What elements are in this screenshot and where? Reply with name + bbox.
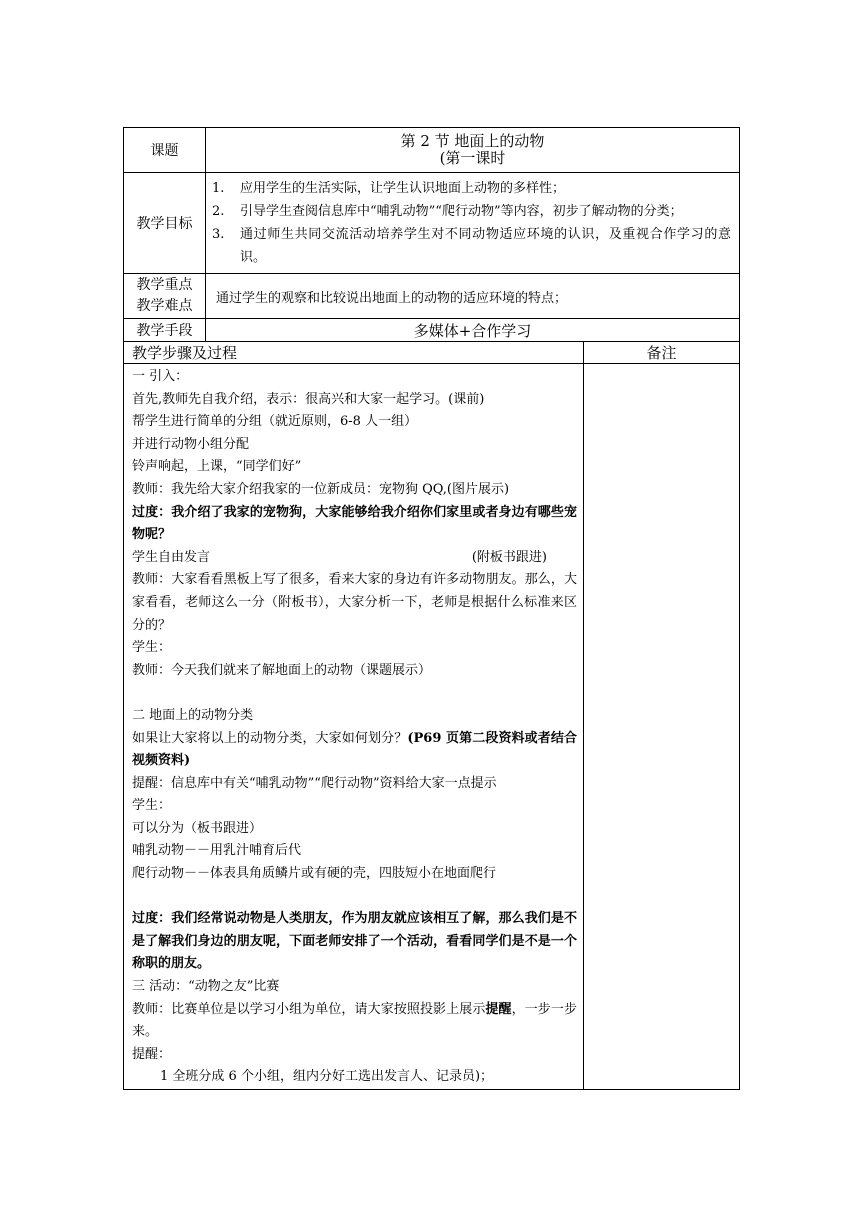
- title-label: 课题: [124, 128, 206, 173]
- transition-text: 过度：我们经常说动物是人类朋友，作为朋友就应该相互了解，那么我们是不是了解我们身边的朋友呢，下面老师安排了一个活动，看看同学们是不是一个称职的朋友。: [132, 911, 577, 972]
- text-fragment: 学生自由发言: [132, 549, 211, 565]
- transition-text: 过度：我介绍了我家的宠物狗，大家能够给我介绍你们家里或者身边有哪些宠物呢？: [132, 504, 577, 543]
- text-line: [132, 547, 577, 570]
- lesson-title: [206, 128, 740, 173]
- bold-fragment: 提醒: [485, 1001, 512, 1017]
- text-line: 爬行动物－－体表具角质鳞片或有硬的壳，四肢短小在地面爬行: [132, 866, 497, 882]
- text-line: 教师：我先给大家介绍我家的一位新成员：宠物狗 QQ,(图片展示): [132, 481, 510, 497]
- means-row: [124, 319, 740, 342]
- text-fragment: ，一步一步来。: [132, 1001, 577, 1040]
- text-line: 帮学生进行简单的分组（就近原则，6-8 人一组）: [132, 414, 418, 430]
- text-line: 学生：: [132, 798, 172, 814]
- key-points-label: [124, 274, 206, 319]
- text-fragment: 如果让大家将以上的动物分类，大家如何划分？: [132, 730, 408, 746]
- bold-fragment: (P69 页第二段资料或者结合视频资料): [132, 730, 577, 769]
- means-label: 教学手段: [124, 319, 206, 342]
- text-line: 首先,教师先自我介绍，表示：很高兴和大家一起学习。(课前): [132, 391, 485, 407]
- text-line: 提醒：: [132, 1046, 172, 1062]
- goal-item: [212, 200, 731, 223]
- goals-list: [206, 173, 740, 274]
- key-points-row: [124, 274, 740, 319]
- text-line: 铃声响起，上课，“同学们好”: [132, 459, 302, 475]
- text-line: 并进行动物小组分配: [132, 436, 250, 452]
- means-text: 多媒体+合作学习: [206, 319, 740, 342]
- goal-number: 3.: [212, 227, 225, 242]
- lesson-plan-table: [123, 127, 740, 1090]
- text-paragraph: 教师：大家看看黑板上写了很多，看来大家的身边有许多动物朋友。那么，大家看看，老师这么一分（附板书），大家分析一下，老师是根据什么标准来区分的？: [132, 572, 577, 633]
- text-fragment: (附板书跟进): [471, 549, 547, 565]
- section-heading: 三 活动：“动物之友”比赛: [132, 979, 280, 995]
- goal-item: [212, 223, 731, 269]
- text-line: 提醒：信息库中有关“哺乳动物”“爬行动物”资料给大家一点提示: [132, 775, 497, 791]
- notes-content: [584, 364, 740, 1090]
- goal-number: 2.: [212, 204, 225, 219]
- blank-line: [132, 682, 577, 705]
- text-fragment: 教师：比赛单位是以学习小组为单位，请大家按照投影上展示: [132, 1001, 486, 1017]
- goals-label: 教学目标: [124, 173, 206, 274]
- text-paragraph: [132, 999, 577, 1044]
- blank-line: [132, 886, 577, 909]
- text-paragraph: [132, 728, 577, 773]
- goal-number: 1.: [212, 181, 225, 196]
- steps-content: [124, 364, 584, 1090]
- goal-text: 引导学生查阅信息库中“哺乳动物”“爬行动物”等内容，初步了解动物的分类；: [240, 204, 683, 219]
- key-points-text: 通过学生的观察和比较说出地面上的动物的适应环境的特点；: [206, 274, 740, 319]
- steps-header-row: [124, 342, 740, 364]
- lesson-title-line2: (第一课时: [439, 149, 506, 167]
- key-points-label-2: 教学难点: [136, 298, 193, 314]
- notes-header: 备注: [584, 342, 740, 364]
- lesson-plan-document: [123, 127, 739, 1090]
- lesson-title-line1: 第 2 节 地面上的动物: [400, 132, 545, 150]
- goal-item: [212, 177, 731, 200]
- text-line: 教师：今天我们就来了解地面上的动物（课题展示）: [132, 662, 432, 678]
- steps-header: 教学步骤及过程: [124, 342, 584, 364]
- goal-text: 通过师生共同交流活动培养学生对不同动物适应环境的认识，及重视合作学习的意识。: [240, 227, 732, 265]
- section-heading: 二 地面上的动物分类: [132, 707, 254, 723]
- text-line: 1 全班分成 6 个小组，组内分好工选出发言人、记录员)；: [160, 1069, 494, 1085]
- key-points-label-1: 教学重点: [136, 277, 193, 293]
- steps-body-row: [124, 364, 740, 1090]
- text-line: 可以分为（板书跟进）: [132, 820, 263, 836]
- text-line: 学生：: [132, 640, 172, 656]
- goal-text: 应用学生的生活实际，让学生认识地面上动物的多样性；: [240, 181, 566, 196]
- section-heading: 一 引入：: [132, 369, 189, 384]
- goals-row: [124, 173, 740, 274]
- text-line: 哺乳动物－－用乳汁哺育后代: [132, 843, 302, 859]
- title-row: [124, 128, 740, 173]
